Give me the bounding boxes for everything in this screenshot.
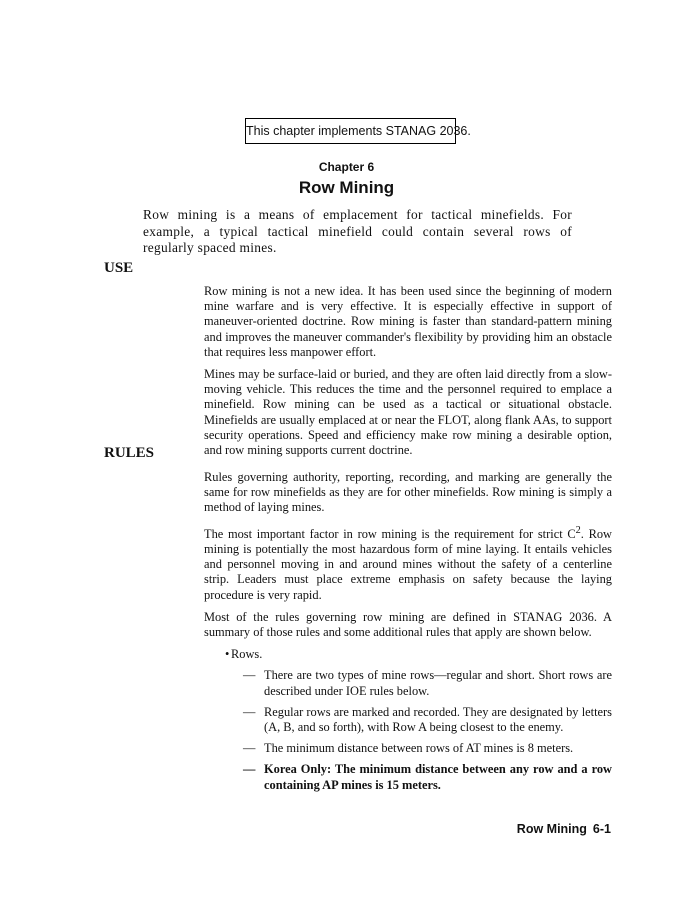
dash-mark: — — [243, 704, 256, 719]
bullet-item-rows — [204, 647, 612, 662]
rules-p2-text-b: . Row mining is potentially the most hazardous form of mine laying. It entails vehicles and personnel moving in and around mines without the safety of a centerline strip. Leaders must place extreme emphasis on safety because the laying procedure is very rapid. — [204, 526, 612, 602]
sub-item — [204, 741, 612, 756]
sub-item-text: There are two types of mine rows—regular and short. Short rows are described under IOE rules below. — [264, 668, 612, 698]
sub-item-text: Korea Only: The minimum distance between any row and a row containing AP mines is 15 meters. — [264, 762, 612, 792]
bullet-label: Rows. — [231, 647, 263, 662]
footer-title: Row Mining — [516, 822, 587, 836]
sub-item-text: Regular rows are marked and recorded. They are designated by letters (A, B, and so forth), with Row A being closest to the enemy. — [264, 704, 612, 734]
rules-paragraph-2 — [204, 523, 612, 603]
rules-paragraph-3: Most of the rules governing row mining are defined in STANAG 2036. A summary of those rules and some additional rules that apply are shown below. — [204, 609, 612, 639]
sub-item — [204, 668, 612, 698]
use-paragraph-2: Mines may be surface-laid or buried, and they are often laid directly from a slow-moving vehicle. This reduces the time and the personnel required to emplace a minefield. Row mining can be used as a tactical or situational obstacle. Minefields are usually emplaced at or near the FLOT, along flank AAs, to support security operations. Speed and efficiency make row mining a desirable option, and row mining supports current doctrine. — [204, 367, 612, 458]
page-number: 6-1 — [592, 822, 611, 836]
dash-mark: — — [243, 762, 256, 777]
bullet-mark: • — [225, 647, 230, 662]
sub-item-text: The minimum distance between rows of AT mines is 8 meters. — [264, 741, 574, 756]
use-heading: USE — [104, 260, 134, 276]
rules-section — [204, 470, 612, 793]
sub-item — [204, 705, 612, 735]
sub-item-korea — [204, 762, 612, 792]
dash-mark: — — [243, 668, 256, 683]
use-paragraph-1: Row mining is not a new idea. It has been used since the beginning of modern mine warfare and is very effective. It is especially effective in support of maneuver-oriented doctrine. Row mining is faster than standard-pattern mining and improves the maneuver commander's flexibility by providing him an obstacle that requires less manpower effort. — [204, 284, 612, 359]
rules-heading: RULES — [104, 445, 155, 461]
rules-p2-text-a: The most important factor in row mining is the requirement for strict C — [204, 526, 576, 541]
dash-mark: — — [243, 741, 256, 756]
superscript-2: 2 — [575, 524, 581, 536]
stanag-note-box — [245, 118, 471, 144]
chapter-title: Row Mining — [298, 178, 395, 197]
use-section — [204, 284, 612, 465]
rules-paragraph-1: Rules governing authority, reporting, recording, and marking are generally the same for row minefields as they are for other minefields. Row mining is simply a method of laying mines. — [204, 470, 612, 515]
page-footer — [517, 822, 611, 836]
stanag-note: This chapter implements STANAG 2036. — [246, 124, 471, 138]
intro-paragraph: Row mining is a means of emplacement for tactical minefields. For example, a typical tactical minefield could contain several rows of regularly spaced mines. — [143, 207, 572, 255]
chapter-label: Chapter 6 — [318, 160, 375, 174]
